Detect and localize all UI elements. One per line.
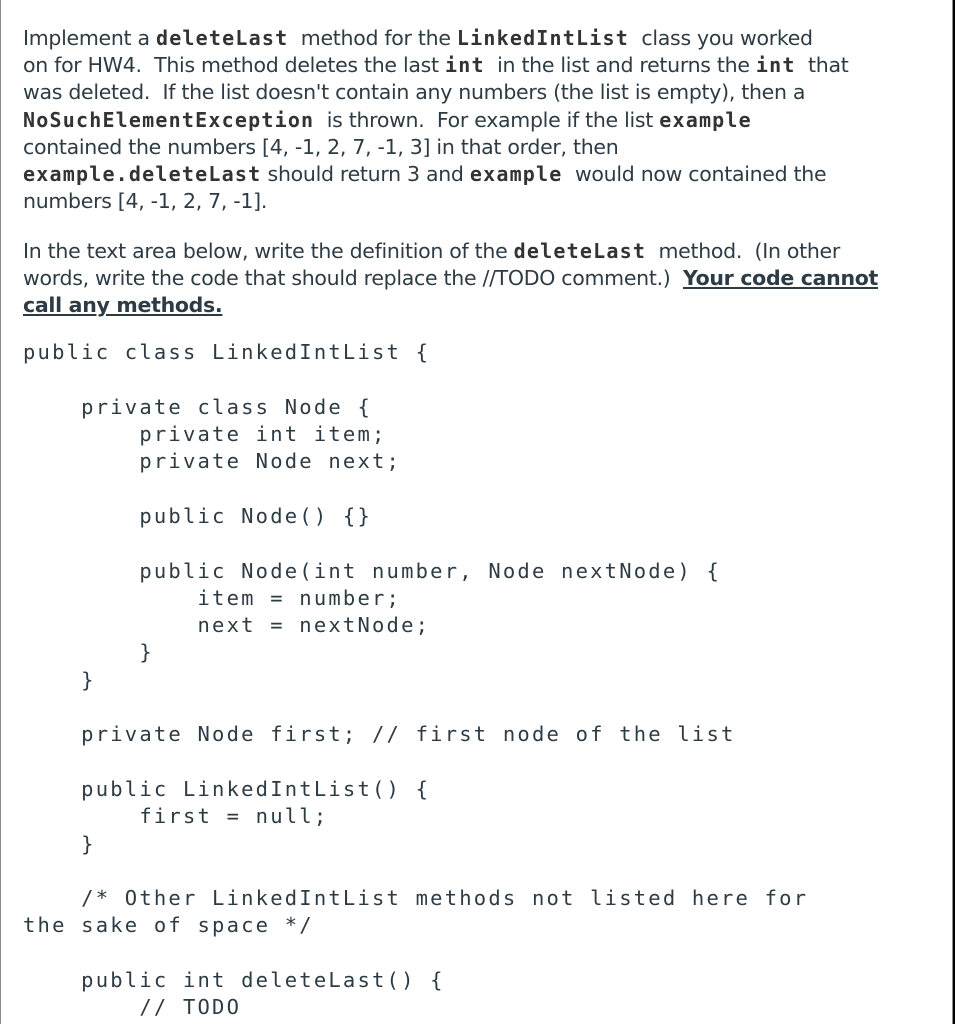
instructions-line-3 — [23, 292, 923, 319]
code-line: // TODO — [23, 995, 242, 1019]
example-name: example — [469, 162, 563, 187]
code-line: private int item; — [23, 422, 387, 446]
code-line: public Node(int number, Node nextNode) { — [23, 559, 722, 583]
description-line-4: NoSuchElementException is thrown. For example if the list example — [23, 107, 752, 132]
instructions — [23, 238, 923, 320]
method-name: deleteLast — [155, 26, 289, 50]
code-line: private Node first; // first node of the list — [23, 722, 736, 746]
code-line: public int deleteLast() { — [23, 968, 445, 992]
int-keyword: int — [755, 53, 796, 78]
method-name: deleteLast — [513, 239, 647, 263]
code-line: /* Other LinkedIntList methods not listed here for — [23, 886, 809, 910]
code-line: private class Node { — [23, 395, 373, 419]
constraint-emphasis: Your code cannot — [682, 266, 879, 291]
code-line: next = nextNode; — [23, 613, 431, 637]
code-line: private Node next; — [23, 449, 402, 473]
code-line: } — [23, 668, 96, 692]
instructions-line-2: words, write the code that should replace the //TODO comment.) Your code cannot — [23, 266, 879, 291]
code-line: public Node() {} — [23, 504, 373, 528]
code-line: public LinkedIntList() { — [23, 777, 431, 801]
exception-name: NoSuchElementException — [23, 107, 315, 132]
code-line: item = number; — [23, 586, 402, 610]
description-line-7: numbers [4, -1, 2, 7, -1]. — [23, 189, 268, 214]
example-name: example — [659, 107, 752, 132]
description-line-2: on for HW4. This method deletes the last int in the list and returns the int that — [23, 53, 849, 78]
instructions-line-1: In the text area below, write the definition of the deleteLast method. (In other — [23, 239, 840, 263]
int-keyword: int — [444, 53, 485, 78]
description-line-1: Implement a deleteLast method for the LinkedIntList class you worked — [23, 26, 813, 50]
description-line-6: example.deleteLast should return 3 and example would now contained the — [23, 162, 827, 187]
class-name: LinkedIntList — [456, 26, 629, 50]
code-line: public class LinkedIntList { — [23, 340, 431, 364]
code-line: } — [23, 640, 154, 664]
constraint-emphasis: call any methods. — [23, 293, 223, 318]
code-line: } — [23, 832, 96, 856]
example-call: example.deleteLast — [23, 162, 262, 187]
code-line: first = null; — [23, 804, 329, 828]
code-line: the sake of space */ — [23, 913, 314, 937]
description-line-5: contained the numbers [4, -1, 2, 7, -1, 3] in that order, then — [23, 134, 619, 159]
question-description — [23, 25, 923, 215]
description-line-3: was deleted. If the list doesn't contain any numbers (the list is empty), then a — [23, 80, 806, 105]
